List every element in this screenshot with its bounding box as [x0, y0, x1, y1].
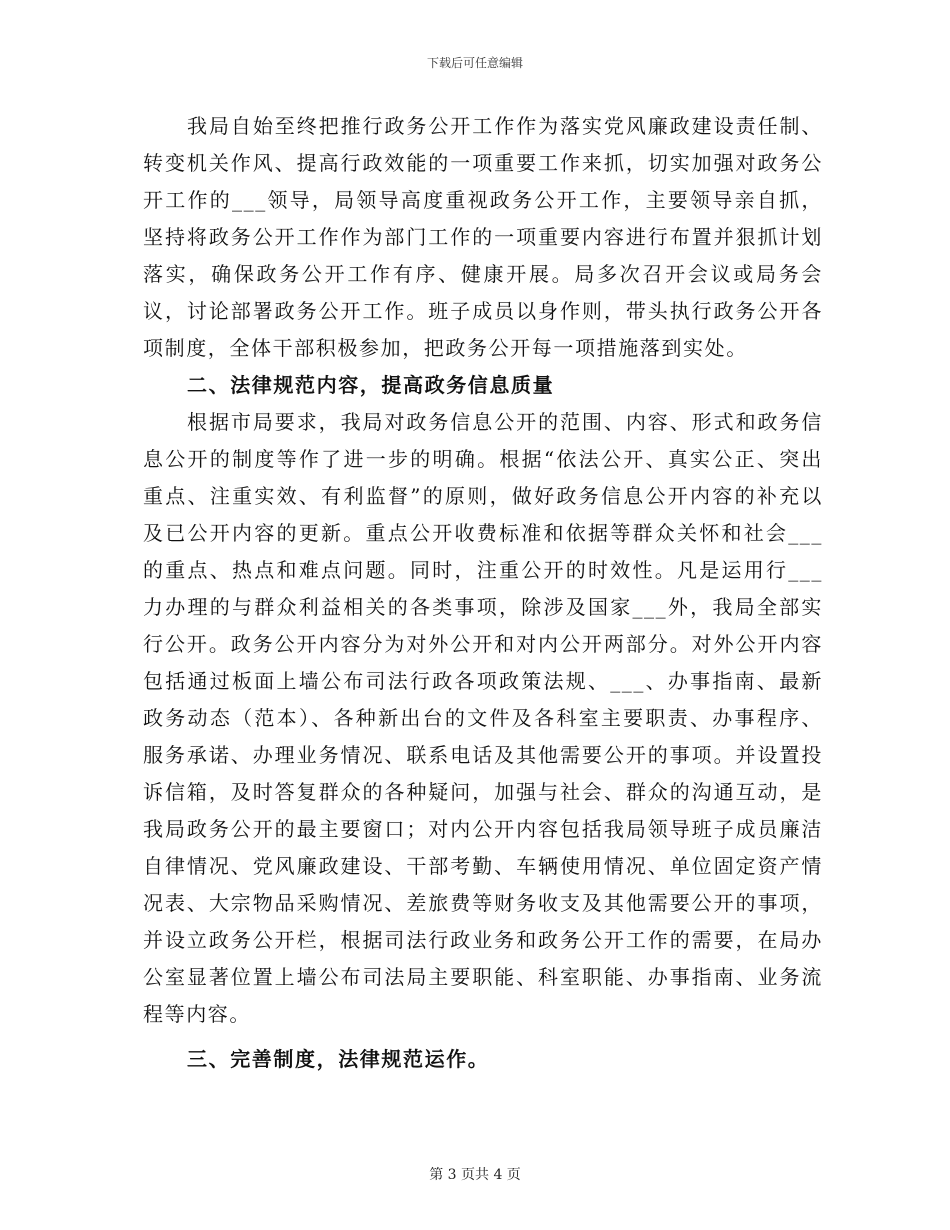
- section-heading-2: 二、法律规范内容，提高政务信息质量: [187, 373, 555, 397]
- page-header: 下载后可任意编辑: [426, 56, 523, 70]
- document-body: [143, 108, 823, 1078]
- paragraph-2: 根据市局要求，我局对政务信息公开的范围、内容、形式和政务信息公开的制度等作了进一步的明确。根据“依法公开、真实公正、突出重点、注重实效、有利监督”的原则，做好政务信息公开内容的补充以及已公开内容的更新。重点公开收费标准和依据等群众关怀和社会___的重点、热点和难点问题。同时，注重公开的时效性。凡是运用行___力办理的与群众利益相关的各类事项，除涉及国家___外，我局全部实行公开。政务公开内容分为对外公开和对内公开两部分。对外公开内容包括通过板面上墙公布司法行政各项政策法规、___、办事指南、最新政务动态（范本）、各种新出台的文件及各科室主要职责、办事程序、服务承诺、办理业务情况、联系电话及其他需要公开的事项。并设置投诉信箱，及时答复群众的各种疑问，加强与社会、群众的沟通互动，是我局政务公开的最主要窗口；对内公开内容包括我局领导班子成员廉洁自律情况、党风廉政建设、干部考勤、车辆使用情况、单位固定资产情况表、大宗物品采购情况、差旅费等财务收支及其他需要公开的事项，并设立政务公开栏，根据司法行政业务和政务公开工作的需要，在局办公室显著位置上墙公布司法局主要职能、科室职能、办事指南、业务流程等内容。: [143, 410, 823, 1026]
- page-footer: 第 3 页共 4 页: [429, 1167, 521, 1183]
- section-heading-3: 三、完善制度，法律规范运作。: [187, 1047, 490, 1071]
- paragraph-1: 我局自始至终把推行政务公开工作作为落实党风廉政建设责任制、转变机关作风、提高行政效能的一项重要工作来抓，切实加强对政务公开工作的___领导，局领导高度重视政务公开工作，主要领导亲自抓，坚持将政务公开工作作为部门工作的一项重要内容进行布置并狠抓计划落实，确保政务公开工作有序、健康开展。局多次召开会议或局务会议，讨论部署政务公开工作。班子成员以身作则，带头执行政务公开各项制度，全体干部积极参加，把政务公开每一项措施落到实处。: [143, 114, 823, 360]
